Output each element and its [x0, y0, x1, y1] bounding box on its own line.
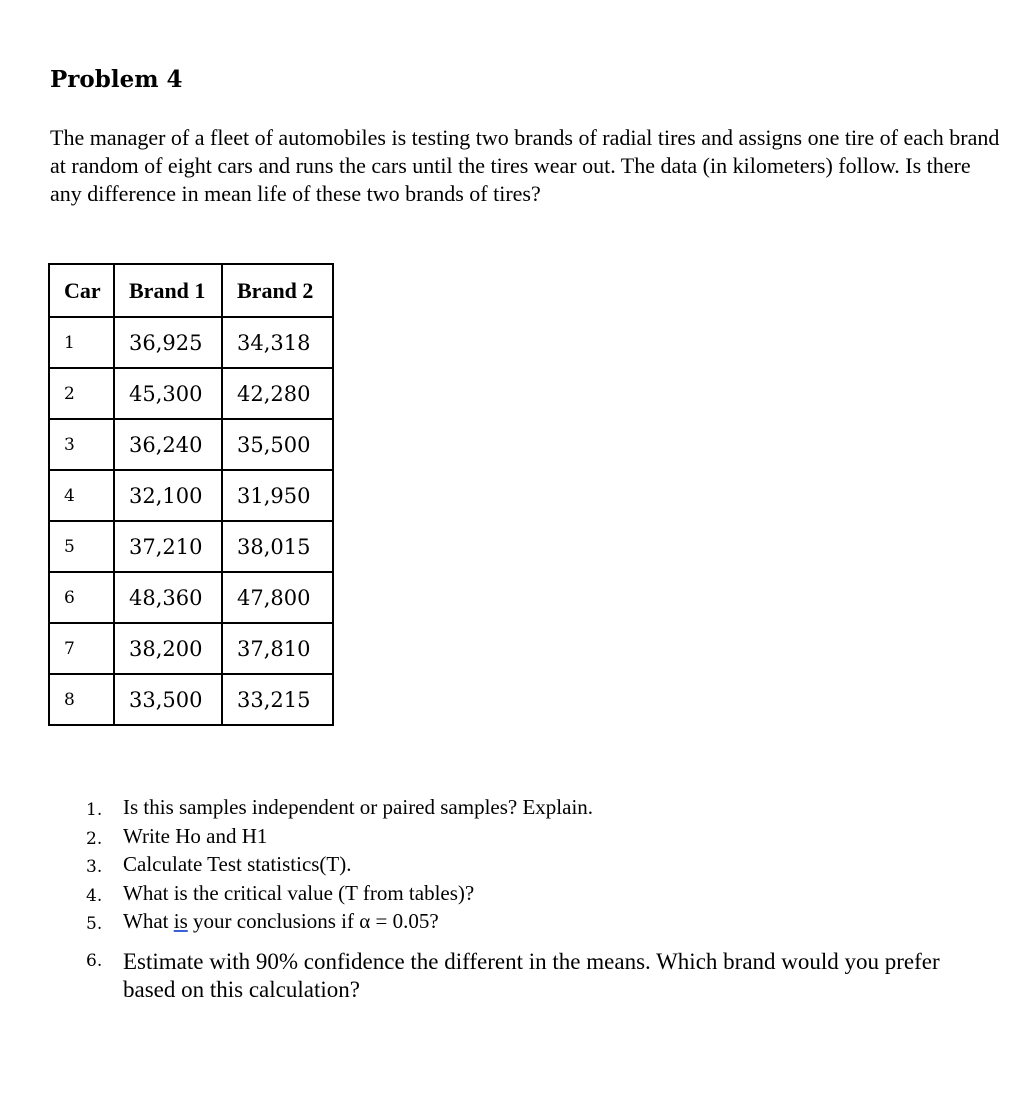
problem-intro: The manager of a fleet of automobiles is testing two brands of radial tires and assigns one tire of each brand at random of eight cars and runs the cars until the tires wear out. The data (in kilometers) follow. Is there any difference in mean life of these two brands of tires?	[50, 125, 1000, 206]
question-number: 5.	[86, 914, 103, 934]
brand-2-cell: 31,950	[222, 470, 333, 521]
brand-2-cell: 33,215	[222, 674, 333, 725]
car-cell: 7	[49, 623, 114, 674]
table-row	[49, 674, 333, 725]
car-cell: 5	[49, 521, 114, 572]
brand-1-cell: 36,240	[114, 419, 222, 470]
brand-1-cell: 32,100	[114, 470, 222, 521]
brand-2-cell: 34,318	[222, 317, 333, 368]
question-number: 3.	[86, 857, 103, 877]
question-number: 4.	[86, 885, 103, 906]
question-item	[86, 795, 986, 824]
question-number: 1.	[86, 800, 103, 820]
question-item	[86, 909, 986, 938]
question-text: Write Ho and H1	[123, 823, 268, 848]
header-car: Car	[49, 264, 114, 317]
question-number: 6.	[86, 950, 103, 971]
brand-1-cell: 33,500	[114, 674, 222, 725]
car-cell: 3	[49, 419, 114, 470]
problem-title: Problem 4	[50, 66, 183, 93]
question-item	[86, 824, 986, 853]
question-text: Is this samples independent or paired samples? Explain.	[123, 795, 594, 819]
question-item	[86, 948, 986, 1004]
question-item	[86, 881, 986, 910]
brand-2-cell: 35,500	[222, 419, 333, 470]
header-brand-2: Brand 2	[222, 264, 333, 317]
brand-1-cell: 37,210	[114, 521, 222, 572]
table-row	[49, 368, 333, 419]
brand-2-cell: 47,800	[222, 572, 333, 623]
table-row	[49, 317, 333, 368]
car-cell: 6	[49, 572, 114, 623]
question-list	[86, 795, 986, 1004]
question-text: What is the critical value (T from tables)?	[123, 880, 475, 905]
brand-1-cell: 36,925	[114, 317, 222, 368]
brand-1-cell: 45,300	[114, 368, 222, 419]
brand-2-cell: 42,280	[222, 368, 333, 419]
table-row	[49, 419, 333, 470]
header-brand-1: Brand 1	[114, 264, 222, 317]
car-cell: 1	[49, 317, 114, 368]
brand-1-cell: 48,360	[114, 572, 222, 623]
car-cell: 4	[49, 470, 114, 521]
car-cell: 8	[49, 674, 114, 725]
car-cell: 2	[49, 368, 114, 419]
tire-data-table	[48, 263, 334, 726]
table-header-row	[49, 264, 333, 317]
table-row	[49, 572, 333, 623]
question-text: Estimate with 90% confidence the different in the means. Which brand would you prefer based on this calculation?	[123, 948, 940, 1002]
question-text	[123, 909, 439, 938]
question-text-after: your conclusions if α = 0.05?	[187, 909, 439, 933]
question-text: Calculate Test statistics(T).	[123, 852, 352, 876]
table-row	[49, 470, 333, 521]
brand-2-cell: 37,810	[222, 623, 333, 674]
question-item	[86, 852, 986, 881]
table-row	[49, 521, 333, 572]
question-text-before: What	[123, 909, 174, 933]
question-number: 2.	[86, 828, 103, 849]
brand-2-cell: 38,015	[222, 521, 333, 572]
table-row	[49, 623, 333, 674]
brand-1-cell: 38,200	[114, 623, 222, 674]
spellcheck-underlined-word: is	[173, 909, 188, 933]
